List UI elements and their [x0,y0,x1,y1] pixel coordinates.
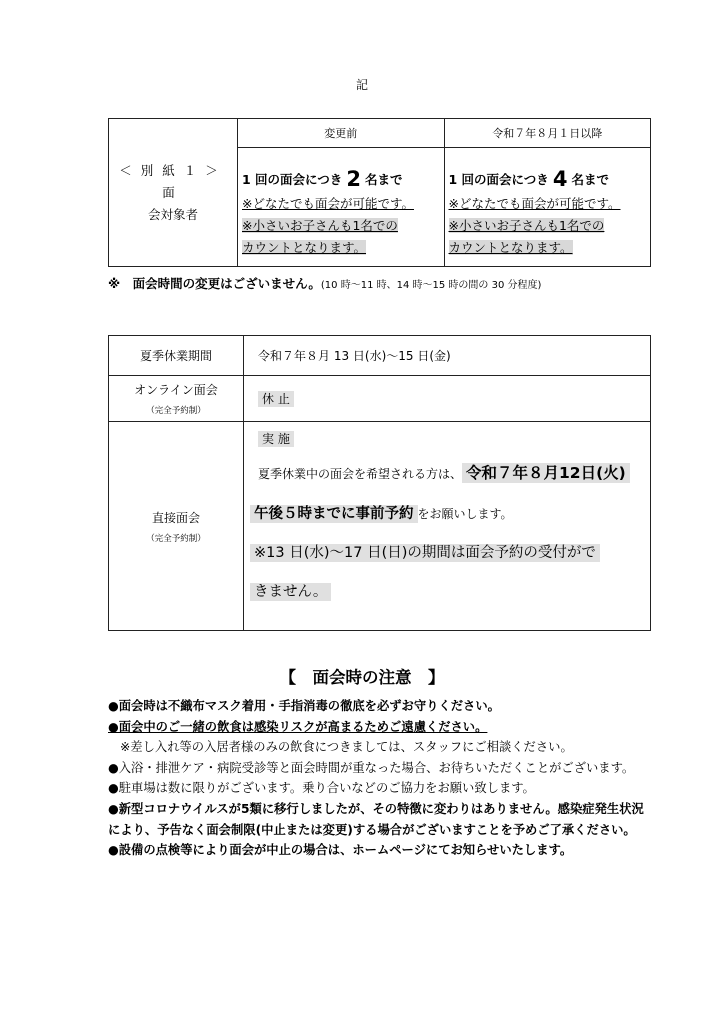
direct-visit-line1: 夏季休業中の面会を希望される方は、 令和７年８月12日(火) [244,458,650,489]
before-line1: ※どなたでも面会が可能です。 [242,196,414,211]
online-visit-value-cell [244,376,651,422]
direct-visit-label-cell [109,422,244,631]
notes-list [108,696,648,861]
note-covid: ●新型コロナウイルスが5類に移行しましたが、その特徴に変わりはありません。感染症発生状況により、予告なく面会制限(中止または変更)する場合がございますことを予めご了承ください。 [108,801,644,837]
direct-visit-line4: きません。 [244,568,650,607]
memo-heading: 記 [355,78,368,92]
after-line2: ※小さいお子さんも1名での [448,218,605,233]
before-rule: 1 回の面会につき 2 名まで [242,167,403,191]
holiday-period-label: 夏季休業期間 [109,336,244,376]
online-visit-status: 休 止 [258,391,294,407]
direct-visit-sub: （完全予約制） [146,533,206,544]
note-inspection: ●設備の点検等により面会が中止の場合は、ホームページにてお知らせいたします。 [108,843,573,858]
after-line1: ※どなたでも面会が可能です。 [448,196,621,211]
holiday-period-value: 令和７年８月 13 日(水)～15 日(金) [244,336,651,376]
visitor-label-line1: ＜別紙１＞面 [119,162,227,200]
note-care-overlap: ●入浴・排泄ケア・病院受診等と面会時間が重なった場合、お待ちいただくことがございます。 [108,760,635,775]
visitor-change-table [108,118,651,267]
note-parking: ●駐車場は数に限りがございます。乗り合いなどのご協力をお願い致します。 [108,781,535,796]
notes-title: 【 面会時の注意 】 [279,668,445,687]
note-eating: ●面会中のご一緒の飲食は感染リスクが高まるためご遠慮ください。 [108,719,488,734]
after-cell [444,148,651,267]
after-rule: 1 回の面会につき 4 名まで [448,167,609,191]
col-before-header: 変更前 [238,119,445,148]
after-count: 4 [552,167,568,191]
note-snacks: ※差し入れ等の入居者様のみの飲食につきましては、スタッフにご相談ください。 [120,740,573,755]
direct-visit-status-row [244,422,650,458]
note-mask: ●面会時は不織布マスク着用・手指消毒の徹底を必ずお守りください。 [108,699,500,713]
visiting-hours-note: ※ 面会時間の変更はございません。(10 時～11 時、14 時～15 時の間の 30 分程度) [108,276,542,291]
direct-visit-label: 直接面会 [151,510,200,525]
online-visit-sub: （完全予約制） [146,406,206,416]
direct-visit-value-cell [244,422,651,631]
before-cell [238,148,445,267]
direct-visit-line3: ※13 日(水)～17 日(日)の期間は面会予約の受付がで [244,529,650,568]
after-line3: カウントとなります。 [448,240,573,255]
direct-visit-status: 実 施 [258,431,294,447]
before-line3: カウントとなります。 [242,240,367,255]
before-line2: ※小さいお子さんも1名での [242,218,398,233]
visitor-label-line2: 会対象者 [147,206,198,222]
col-after-header: 令和７年８月１日以降 [444,119,651,148]
summer-holiday-table [108,335,651,631]
online-visit-label: オンライン面会 [134,383,218,397]
before-count: 2 [346,167,361,191]
direct-visit-line2: 午後５時までに事前予約 をお願いします。 [244,489,650,529]
online-visit-label-cell [109,376,244,422]
visitor-label-cell [109,119,238,267]
